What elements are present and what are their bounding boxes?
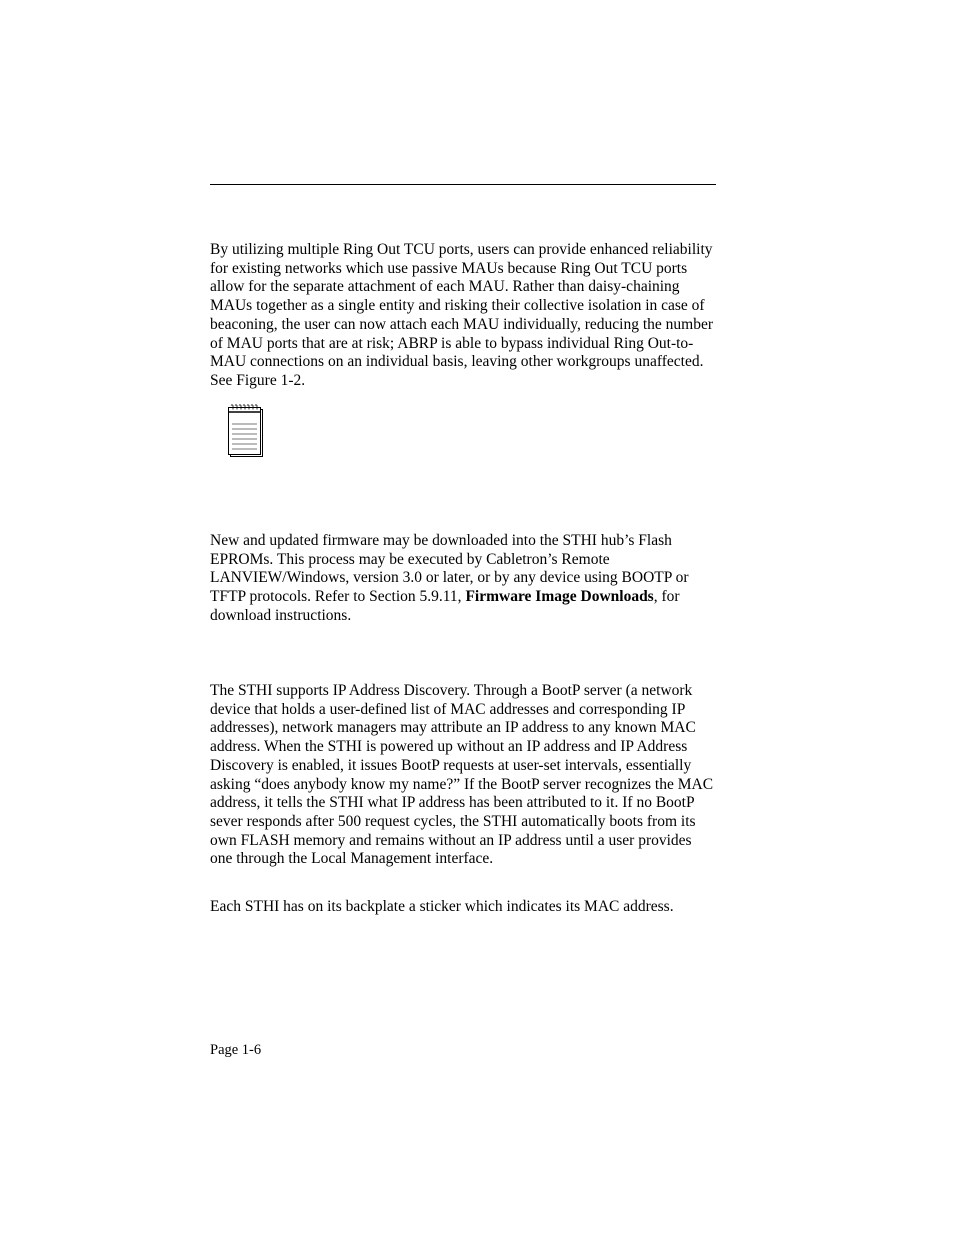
- notepad-icon: [226, 404, 264, 458]
- header-rule: [210, 184, 716, 185]
- paragraph-mac-sticker: Each STHI has on its backplate a sticker which indicates its MAC address.: [210, 898, 674, 915]
- paragraph-ring-out: By utilizing multiple Ring Out TCU ports, users can provide enhanced reliability for existing networks which use passive MAUs because Ring Out TCU ports allow for the separate attachment of each MAU. Rather than daisy-chaining MAUs together as a single entity and risking their collective isolation in case of beaconing, the user can now attach each MAU individually, reducing the number of MAU ports that are at risk; ABRP is able to bypass individual Ring Out-to-MAU connections on an individual basis, leaving other workgroups unaffected. See Figure 1-2.: [210, 241, 714, 389]
- firmware-section-reference: Firmware Image Downloads: [465, 588, 654, 606]
- firmware-text-after: , for download instructions.: [210, 588, 680, 624]
- paragraph-firmware: [210, 532, 716, 626]
- paragraph-ip-discovery: The STHI supports IP Address Discovery. Through a BootP server (a network device that holds a user-defined list of MAC addresses and corresponding IP addresses), network managers may attribute an IP address to any known MAC address. When the STHI is powered up without an IP address and IP Address Discovery is enabled, it issues BootP requests at user-set intervals, essentially asking “does anybody know my name?” If the BootP server recognizes the MAC address, it tells the STHI what IP address has been attributed to it. If no BootP sever responds after 500 request cycles, the STHI automatically boots from its own FLASH memory and remains without an IP address until a user provides one through the Local Management interface.: [210, 682, 714, 868]
- firmware-text-before: New and updated firmware may be downloaded into the STHI hub’s Flash EPROMs. This process may be executed by Cabletron’s Remote LANVIEW/Windows, version 3.0 or later, or by any device using BOOTP or TFTP protocols. Refer to Section 5.9.11,: [210, 532, 689, 606]
- page-number: Page 1-6: [210, 1042, 262, 1058]
